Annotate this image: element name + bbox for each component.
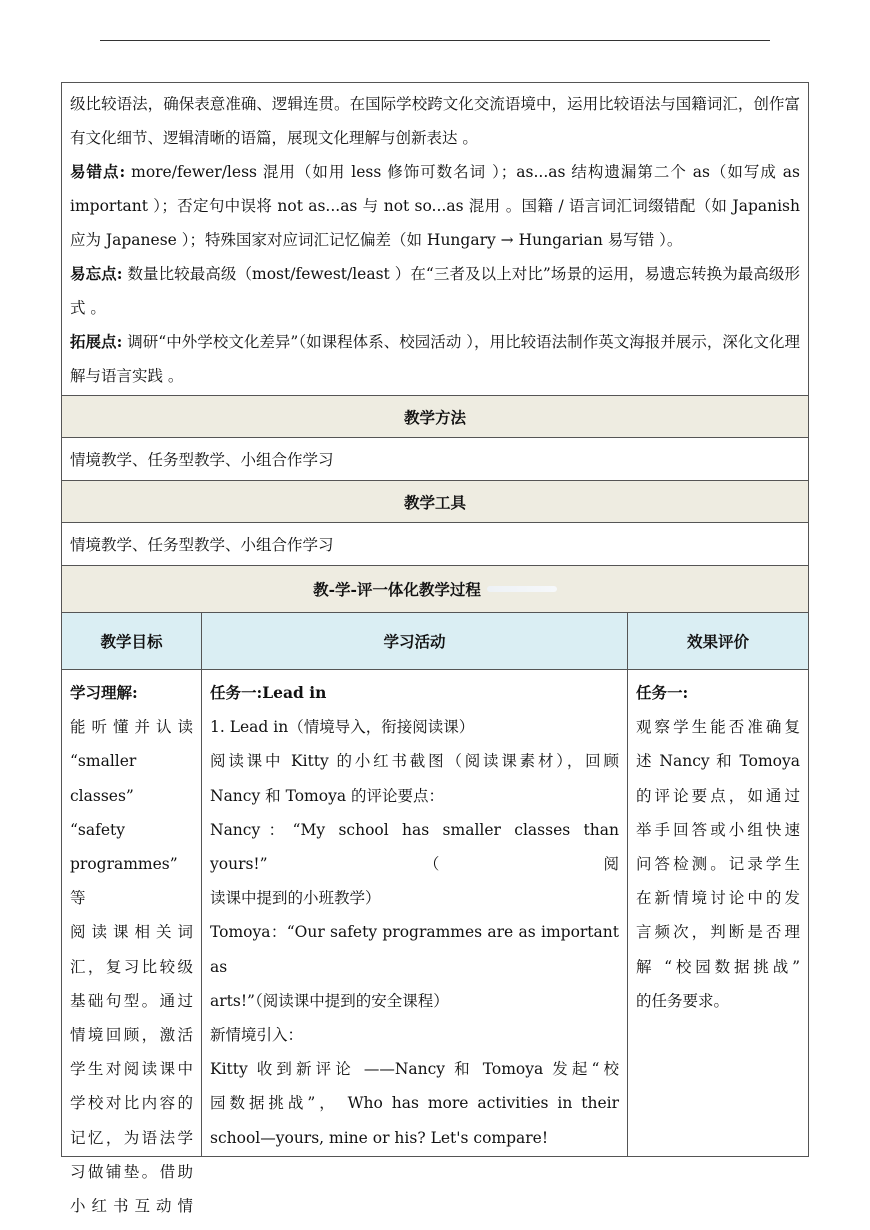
goal-line: 学生对阅读课中	[70, 1060, 193, 1079]
activity-line: Tomoya：“Our safety programmes are as important as	[210, 923, 619, 976]
error-points-text: more/fewer/less 混用（如用 less 修饰可数名词 ）；as...as 结构遗漏第二个 as（如写成 as important ）；否定句中误将 not as...as 与 not so...as 混用 。国籍 / 语言词汇词缀错配（如 Japanish 应为 Japanese ）；特殊国家对应词汇记忆偏差（如 Hungary → Hungarian 易写错 ）。	[70, 163, 800, 249]
goal-line: programmes” 等	[70, 855, 178, 908]
column-eval: 效果评价	[628, 613, 808, 669]
error-points-label: 易错点:	[70, 162, 126, 181]
goal-label: 学习理解:	[70, 683, 138, 702]
goal-line: “smaller classes”	[70, 752, 137, 805]
forget-points	[70, 257, 800, 325]
tools-content: 情境教学、任务型教学、小组合作学习	[62, 522, 808, 565]
eval-line: 问答检测。记录学生	[636, 855, 800, 874]
eval-line: 的评论要点，如通过	[636, 786, 800, 805]
eval-line: 在新情境讨论中的发	[636, 889, 800, 908]
extension-points	[70, 325, 800, 393]
activity-line: 新情境引入：	[210, 1026, 304, 1045]
process-column-headers	[62, 612, 808, 669]
eval-cell	[628, 670, 808, 1156]
faint-mark	[487, 586, 557, 592]
eval-label: 任务一:	[636, 683, 689, 702]
process-title: 教-学-评一体化教学过程	[313, 580, 481, 599]
activity-line: arts!”（阅读课中提到的安全课程）	[210, 991, 449, 1010]
activity-line: Nancy 和 Tomoya 的评论要点：	[210, 786, 444, 805]
activity-line: 1. Lead in（情境导入，衔接阅读课）	[210, 718, 475, 737]
goal-line: 记忆，为语法学	[70, 1128, 193, 1147]
goal-line: 学校对比内容的	[70, 1094, 193, 1113]
eval-line: 观察学生能否准确复	[636, 718, 800, 737]
eval-line: 举手回答或小组快速	[636, 820, 800, 839]
tools-header: 教学工具	[62, 480, 808, 522]
column-goal: 教学目标	[62, 613, 202, 669]
methods-header: 教学方法	[62, 395, 808, 437]
goal-cell	[62, 670, 202, 1216]
methods-content: 情境教学、任务型教学、小组合作学习	[62, 437, 808, 480]
eval-line: 述 Nancy 和 Tomoya	[636, 752, 800, 771]
goal-line: 基础句型。通过	[70, 991, 193, 1010]
key-points-cell	[62, 83, 808, 395]
activity-cell	[202, 670, 628, 1156]
forget-points-text: 数量比较最高级（most/fewest/least ）在“三者及以上对比”场景的运用，易遗忘转换为最高级形式 。	[70, 265, 800, 317]
activity-line: school—yours, mine or his? Let's compare!	[210, 1128, 549, 1147]
goal-line: “safety	[70, 820, 126, 839]
eval-line: 的任务要求。	[636, 991, 730, 1010]
page-header-rule	[100, 40, 770, 41]
activity-line: 园数据挑战”， Who has more activities in their	[210, 1094, 619, 1113]
objective-continuation: 级比较语法，确保表意准确、逻辑连贯。在国际学校跨文化交流语境中，运用比较语法与国籍词汇，创作富有文化细节、逻辑清晰的语篇，展现文化理解与创新表达 。	[70, 95, 800, 147]
goal-line: 阅读课相关词	[70, 923, 193, 942]
process-task1-row	[62, 669, 808, 1216]
eval-line: 解 “校园数据挑战”	[636, 957, 800, 976]
process-header	[62, 565, 808, 612]
goal-line: 能听懂并认读	[70, 718, 193, 737]
activity-line: 阅读课中 Kitty 的小红书截图（阅读课素材），回顾	[210, 752, 619, 771]
forget-points-label: 易忘点:	[70, 264, 123, 283]
extension-points-label: 拓展点:	[70, 332, 123, 351]
goal-line: 习做铺垫。借助	[70, 1162, 193, 1181]
activity-label: 任务一:Lead in	[210, 683, 327, 702]
activity-line: Kitty 收到新评论 ——Nancy 和 Tomoya 发起“校	[210, 1060, 619, 1079]
eval-line: 言频次，判断是否理	[636, 923, 800, 942]
column-activity: 学习活动	[202, 613, 628, 669]
goal-line: 情境回顾，激活	[70, 1026, 193, 1045]
lesson-plan-table	[61, 82, 809, 1216]
goal-line: 汇，复习比较级	[70, 957, 193, 976]
extension-points-text: 调研“中外学校文化差异”（如课程体系、校园活动 ），用比较语法制作英文海报并展示，深化文化理解与语言实践 。	[70, 333, 800, 385]
error-points	[70, 155, 800, 257]
activity-line: Nancy：“My school has smaller classes than yours!”（阅	[210, 820, 619, 874]
goal-line: 小红书互动情	[70, 1197, 193, 1216]
activity-line: 读课中提到的小班教学）	[210, 889, 381, 908]
